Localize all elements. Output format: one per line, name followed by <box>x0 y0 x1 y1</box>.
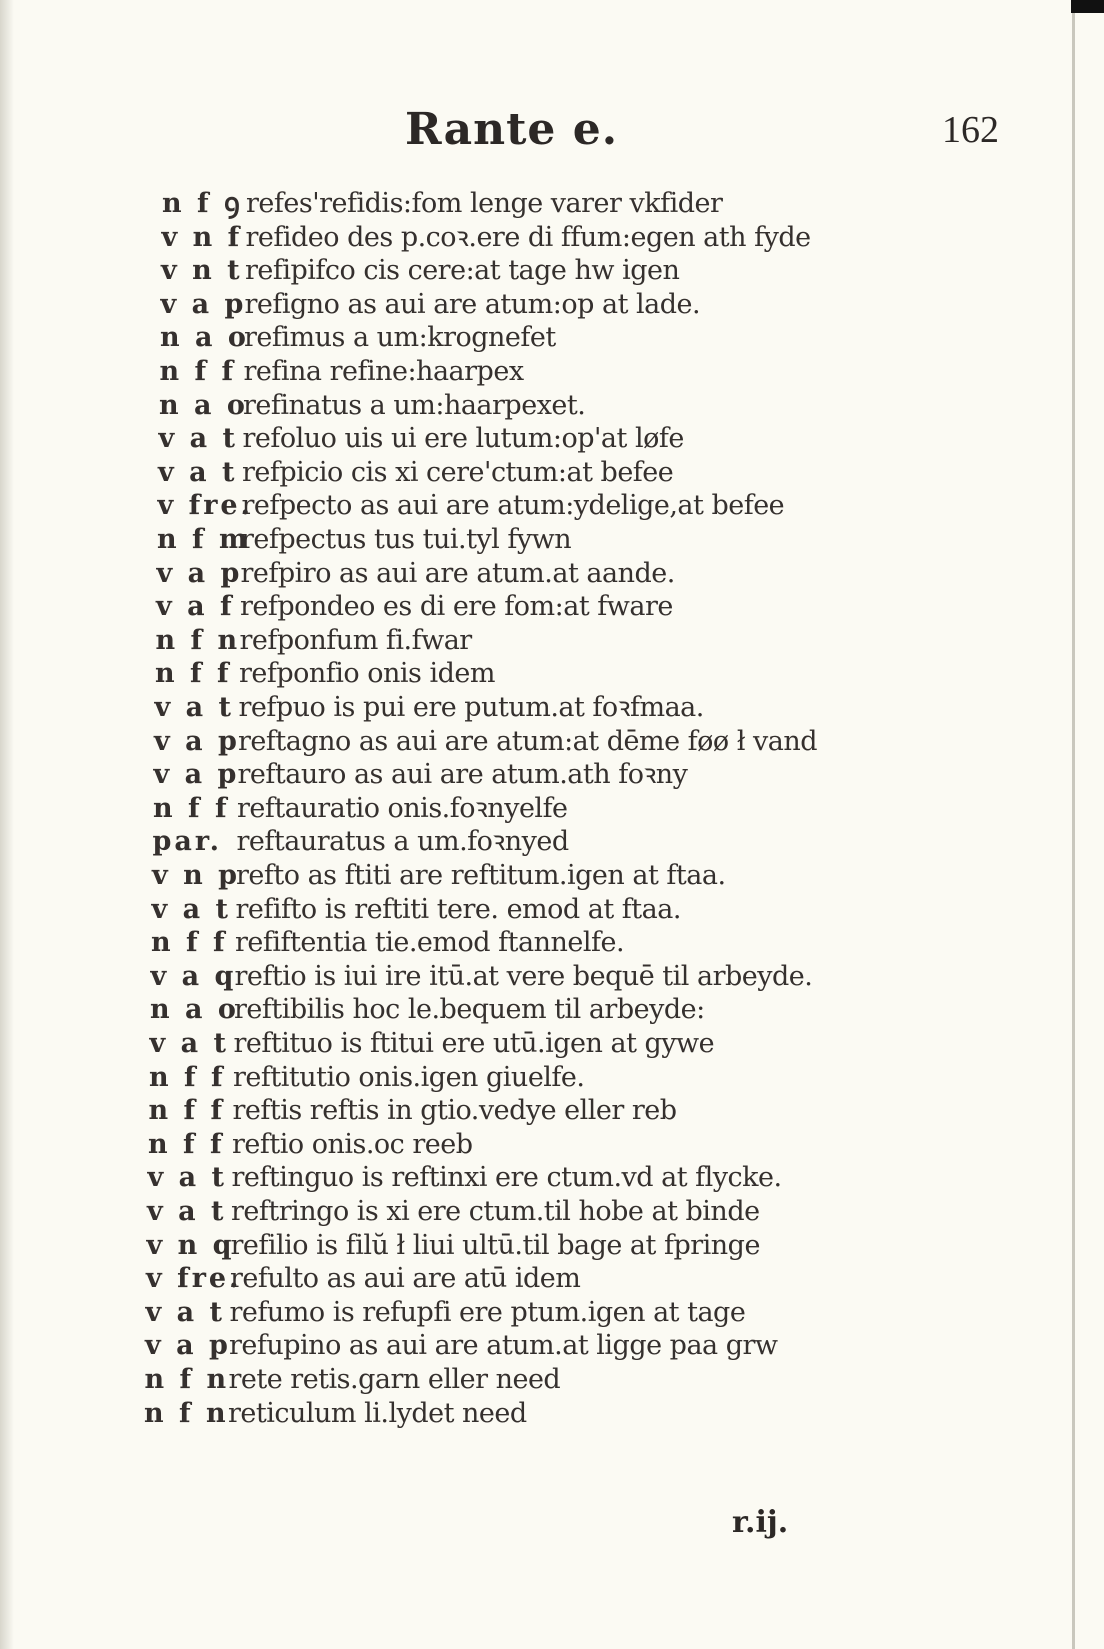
entry-definition: refpicio cis xi cere'ctum:at befee <box>242 456 674 488</box>
page-left-shadow <box>0 0 14 1649</box>
entry-definition: reticulum li.lydet need <box>228 1397 527 1429</box>
entry-grammar-code: v a f <box>156 591 235 623</box>
entry-grammar-code: v n p <box>152 860 240 891</box>
entry-definition: refiftentia tie.emod ftannelfe. <box>235 927 625 959</box>
entry-definition: refpiro as aui are atum.at aande. <box>240 557 675 589</box>
page-right-edge <box>1072 0 1075 1649</box>
entry-grammar-code: v a t <box>147 1162 227 1194</box>
entry-definition: refpondeo es di ere fom:at fware <box>240 591 673 623</box>
entry-definition: refpectus tus tui.tyl fywn <box>241 524 572 555</box>
entry-definition: reftauratio onis.foꝛnyelfe <box>237 792 568 824</box>
entry-definition: refumo is refupfi ere ptum.igen at tage <box>229 1296 746 1328</box>
entry-definition: rete retis.garn eller need <box>228 1364 561 1395</box>
entry-grammar-code: v fre. <box>146 1263 242 1295</box>
entry-grammar-code: n f ꝯ <box>162 188 243 219</box>
entry-grammar-code: n f f <box>153 792 230 824</box>
entry-definition: reftinguo is reftinxi ere ctum.vd at flycke. <box>231 1162 782 1194</box>
entry-grammar-code: v a p <box>160 288 247 320</box>
entry-definition: refimus a um:krognefet <box>244 322 556 354</box>
entry-definition: refto as ftiti are reftitum.igen at ftaa. <box>236 860 726 891</box>
entry-grammar-code: n f f <box>148 1128 225 1160</box>
entry-definition: refideo des p.coꝛ.ere di ffum:egen ath fyde <box>245 221 811 253</box>
entry-definition: refigno as aui are atum:op at lade. <box>244 288 701 320</box>
entry-grammar-code: v a p <box>156 557 243 589</box>
entry-grammar-code: v n q <box>146 1229 235 1261</box>
entry-grammar-code: v a t <box>158 423 238 455</box>
entry-grammar-code: v a t <box>147 1196 227 1227</box>
entry-definition: refes'refidis:fom lenge varer vkfider <box>246 188 723 219</box>
entry-grammar-code: n a o <box>150 994 239 1026</box>
entry-grammar-code: n f f <box>151 927 228 959</box>
scan-corner-mark <box>1071 0 1104 13</box>
entry-grammar-code: v n f <box>161 221 243 253</box>
entry-grammar-code: v a p <box>154 725 240 757</box>
entry-grammar-code: n f m <box>157 524 251 555</box>
entry-grammar-code: n f n <box>144 1364 230 1395</box>
entry-definition: reftio onis.oc reeb <box>232 1128 473 1160</box>
entry-definition: reftauratus a um.foꝛnyed <box>236 826 569 858</box>
entry-definition: refponfio onis idem <box>239 658 495 690</box>
signature-mark: r.ij. <box>732 1505 789 1540</box>
page-number: 162 <box>942 109 999 151</box>
entry-grammar-code: v a p <box>153 759 240 791</box>
entry-grammar-code: v a t <box>158 456 238 488</box>
entry-definition: refilio is filŭ ł liui ultū.til bage at fpringe <box>230 1229 760 1261</box>
entry-grammar-code: v a t <box>149 1028 229 1059</box>
entry-definition: reftituo is ftitui ere utū.igen at gywe <box>233 1028 715 1059</box>
entry-grammar-code: n f n <box>144 1397 229 1429</box>
entry-grammar-code: n a o <box>160 322 249 354</box>
entry-definition: refulto as aui are atū idem <box>230 1263 581 1295</box>
entry-definition: reftringo is xi ere ctum.til hobe at binde <box>231 1196 760 1227</box>
entry-grammar-code: v a q <box>150 960 237 992</box>
entry-grammar-code: n f n <box>155 624 241 656</box>
entry-definition: reftagno as aui are atum:at dēme føø ł vand <box>238 725 818 757</box>
entry-grammar-code: n a o <box>159 389 248 421</box>
entry-grammar-code: v a t <box>154 692 234 723</box>
entry-definition: refoluo uis ui ere lutum:op'at løfe <box>242 423 684 455</box>
entry-definition: refifto is reftiti tere. emod at ftaa. <box>235 893 681 925</box>
entry-definition: refupino as aui are atum.at ligge paa grw <box>229 1330 778 1362</box>
entry-grammar-code: v n t <box>161 255 243 287</box>
entry-definition: reftibilis hoc le.bequem til arbeyde: <box>234 994 705 1026</box>
entry-definition: refinatus a um:haarpexet. <box>243 389 586 421</box>
entry-grammar-code: n f f <box>149 1061 226 1093</box>
entry-grammar-code: v fre. <box>157 490 254 522</box>
entry-definition: reftitutio onis.igen giuelfe. <box>233 1061 585 1093</box>
entry-definition: reftis reftis in gtio.vedye eller reb <box>232 1095 677 1127</box>
entry-grammar-code: v a p <box>145 1330 231 1362</box>
entry-definition: refipifco cis cere:at tage hw igen <box>245 255 680 287</box>
entry-definition: refina refine:haarpex <box>243 356 524 387</box>
entry-definition: reftio is iui ire itū.at vere bequē til arbeyde. <box>234 960 813 992</box>
entry-definition: refpecto as aui are atum:ydelige,at befee <box>241 490 785 522</box>
entry-grammar-code: v a t <box>145 1296 225 1328</box>
entry-grammar-code: par. <box>152 826 223 858</box>
entry-grammar-code: v a t <box>151 893 231 925</box>
entry-grammar-code: n f f <box>159 356 237 387</box>
entry-grammar-code: n f f <box>155 658 232 690</box>
entry-definition: refpuo is pui ere putum.at foꝛfmaa. <box>238 692 704 723</box>
entry-definition: reftauro as aui are atum.ath foꝛny <box>237 759 688 791</box>
entry-grammar-code: n f f <box>148 1095 226 1127</box>
page-title: Rante e. <box>405 104 619 155</box>
entry-definition: refponfum fi.fwar <box>239 624 472 656</box>
